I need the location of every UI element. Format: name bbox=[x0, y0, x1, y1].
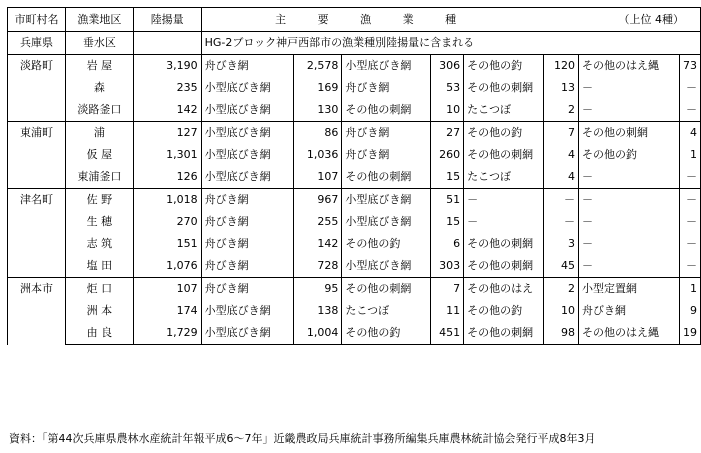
fishery-value-2: 51 bbox=[431, 189, 464, 212]
fishery-value-3: 4 bbox=[544, 166, 579, 189]
table-row bbox=[8, 211, 701, 233]
fishery-type-4: － bbox=[579, 233, 680, 255]
municipality-cell: 淡路町 bbox=[8, 55, 66, 122]
fishery-value-4: － bbox=[679, 211, 700, 233]
fishery-value-1: 86 bbox=[294, 122, 342, 145]
fishery-value-4: － bbox=[679, 255, 700, 278]
fishery-type-4: その他の刺網 bbox=[579, 122, 680, 145]
fishery-type-2: 舟びき網 bbox=[342, 122, 431, 145]
landing-cell: 1,301 bbox=[133, 144, 201, 166]
header-municipality: 市町村名 bbox=[8, 8, 66, 32]
fishery-type-3: その他の刺網 bbox=[464, 144, 544, 166]
table-row bbox=[8, 166, 701, 189]
district-cell: 佐 野 bbox=[65, 189, 133, 212]
fishery-type-4: － bbox=[579, 77, 680, 99]
fishery-value-4: － bbox=[679, 166, 700, 189]
fishery-value-4: 73 bbox=[679, 55, 700, 78]
fishery-type-4: その他のはえ縄 bbox=[579, 55, 680, 78]
fishery-type-2: 小型底びき網 bbox=[342, 189, 431, 212]
fishery-type-3: － bbox=[464, 211, 544, 233]
fishery-value-2: 303 bbox=[431, 255, 464, 278]
district-cell: 炬 口 bbox=[65, 278, 133, 301]
fishery-type-3: その他の刺網 bbox=[464, 233, 544, 255]
fishery-type-2: その他の刺網 bbox=[342, 99, 431, 122]
municipality-cell: 洲本市 bbox=[8, 278, 66, 345]
fishery-type-2: その他の釣 bbox=[342, 233, 431, 255]
fishery-type-3: その他の釣 bbox=[464, 55, 544, 78]
fishery-type-1: 小型底びき網 bbox=[201, 122, 294, 145]
fishery-type-3: その他の釣 bbox=[464, 122, 544, 145]
fishery-value-1: 255 bbox=[294, 211, 342, 233]
fishery-value-3: 98 bbox=[544, 322, 579, 345]
fishery-type-3: その他の釣 bbox=[464, 300, 544, 322]
table-row bbox=[8, 99, 701, 122]
fishery-type-2: 舟びき網 bbox=[342, 144, 431, 166]
fishery-value-1: 2,578 bbox=[294, 55, 342, 78]
fishery-value-3: 3 bbox=[544, 233, 579, 255]
fishery-value-1: 1,004 bbox=[294, 322, 342, 345]
fishery-value-4: － bbox=[679, 233, 700, 255]
fishery-type-1: 舟びき網 bbox=[201, 189, 294, 212]
fishery-type-1: 小型底びき網 bbox=[201, 144, 294, 166]
fishery-type-4: その他のはえ縄 bbox=[579, 322, 680, 345]
fishery-type-3: － bbox=[464, 189, 544, 212]
table-row bbox=[8, 77, 701, 99]
fishery-type-4: － bbox=[579, 255, 680, 278]
fishery-type-1: 舟びき網 bbox=[201, 255, 294, 278]
district-cell: 浦 bbox=[65, 122, 133, 145]
table-row bbox=[8, 300, 701, 322]
fishery-value-1: 1,036 bbox=[294, 144, 342, 166]
landing-cell: 1,076 bbox=[133, 255, 201, 278]
fishery-value-3: 2 bbox=[544, 99, 579, 122]
fishery-value-3: 10 bbox=[544, 300, 579, 322]
fishery-value-3: 120 bbox=[544, 55, 579, 78]
landing-cell: 127 bbox=[133, 122, 201, 145]
hyogo-row bbox=[8, 32, 701, 55]
fishery-value-2: 53 bbox=[431, 77, 464, 99]
district-cell: 生 穂 bbox=[65, 211, 133, 233]
fishery-type-1: 舟びき網 bbox=[201, 211, 294, 233]
landing-cell: 270 bbox=[133, 211, 201, 233]
fishery-value-4: 19 bbox=[679, 322, 700, 345]
landing-cell: 142 bbox=[133, 99, 201, 122]
fishery-type-2: 小型底びき網 bbox=[342, 255, 431, 278]
fishery-value-1: 169 bbox=[294, 77, 342, 99]
municipality-cell: 津名町 bbox=[8, 189, 66, 278]
fishery-type-4: 舟びき網 bbox=[579, 300, 680, 322]
district-cell: 東浦釜口 bbox=[65, 166, 133, 189]
fishery-value-1: 107 bbox=[294, 166, 342, 189]
district-cell: 森 bbox=[65, 77, 133, 99]
fishery-value-3: － bbox=[544, 211, 579, 233]
fishery-value-1: 95 bbox=[294, 278, 342, 301]
fishery-value-2: 15 bbox=[431, 211, 464, 233]
hyogo-note: HG-2ブロック神戸西部市の漁業種別陸揚量に含まれる bbox=[201, 32, 700, 55]
landing-cell: 174 bbox=[133, 300, 201, 322]
fishery-value-2: 10 bbox=[431, 99, 464, 122]
table-row bbox=[8, 278, 701, 301]
fishery-type-3: その他のはえ bbox=[464, 278, 544, 301]
header-top-note: （上位 4種） bbox=[544, 8, 701, 32]
fishery-value-3: 4 bbox=[544, 144, 579, 166]
fishery-type-1: 舟びき網 bbox=[201, 55, 294, 78]
landing-cell: 1,018 bbox=[133, 189, 201, 212]
fishery-value-1: 138 bbox=[294, 300, 342, 322]
district-cell: 塩 田 bbox=[65, 255, 133, 278]
landing-cell: 1,729 bbox=[133, 322, 201, 345]
fishery-type-1: 小型底びき網 bbox=[201, 77, 294, 99]
fishery-value-1: 130 bbox=[294, 99, 342, 122]
fishery-type-3: その他の刺網 bbox=[464, 322, 544, 345]
fishery-type-3: その他の刺網 bbox=[464, 255, 544, 278]
source-note: 資料：「第44次兵庫県農林水産統計年報平成6～7年」近畿農政局兵庫統計事務所編集兵庫農林統計協会発行平成8年3月 bbox=[9, 432, 596, 445]
fishery-type-4: 小型定置網 bbox=[579, 278, 680, 301]
fishery-type-1: 小型底びき網 bbox=[201, 300, 294, 322]
header-landing: 陸揚量 bbox=[133, 8, 201, 32]
fishery-value-2: 451 bbox=[431, 322, 464, 345]
fishery-type-1: 小型底びき網 bbox=[201, 166, 294, 189]
fishery-value-2: 7 bbox=[431, 278, 464, 301]
fishery-value-2: 15 bbox=[431, 166, 464, 189]
fishery-value-2: 27 bbox=[431, 122, 464, 145]
fishery-type-4: － bbox=[579, 189, 680, 212]
fishery-value-2: 11 bbox=[431, 300, 464, 322]
fishery-type-4: － bbox=[579, 99, 680, 122]
landing-cell: 126 bbox=[133, 166, 201, 189]
fishery-value-4: － bbox=[679, 77, 700, 99]
hyogo-district: 垂水区 bbox=[65, 32, 133, 55]
fishery-value-3: 13 bbox=[544, 77, 579, 99]
municipality-cell: 東浦町 bbox=[8, 122, 66, 189]
fishery-type-2: その他の刺網 bbox=[342, 278, 431, 301]
district-cell: 志 筑 bbox=[65, 233, 133, 255]
fishery-type-1: 小型底びき網 bbox=[201, 322, 294, 345]
district-cell: 由 良 bbox=[65, 322, 133, 345]
landing-cell: 3,190 bbox=[133, 55, 201, 78]
fishery-value-4: 1 bbox=[679, 144, 700, 166]
fishery-value-4: － bbox=[679, 189, 700, 212]
landing-cell: 107 bbox=[133, 278, 201, 301]
hyogo-landing bbox=[133, 32, 201, 55]
table-body bbox=[8, 8, 701, 345]
table-row bbox=[8, 122, 701, 145]
fishery-value-2: 260 bbox=[431, 144, 464, 166]
district-cell: 仮 屋 bbox=[65, 144, 133, 166]
header-row bbox=[8, 8, 701, 32]
fishery-value-3: 45 bbox=[544, 255, 579, 278]
fishery-type-2: たこつぼ bbox=[342, 300, 431, 322]
fishery-landing-table bbox=[7, 7, 701, 345]
fishery-value-3: 7 bbox=[544, 122, 579, 145]
fishery-value-1: 728 bbox=[294, 255, 342, 278]
fishery-type-2: 舟びき網 bbox=[342, 77, 431, 99]
fishery-value-4: － bbox=[679, 99, 700, 122]
table-row bbox=[8, 322, 701, 345]
table-row bbox=[8, 255, 701, 278]
fishery-value-4: 9 bbox=[679, 300, 700, 322]
landing-cell: 151 bbox=[133, 233, 201, 255]
fishery-type-4: － bbox=[579, 211, 680, 233]
fishery-value-3: － bbox=[544, 189, 579, 212]
fishery-type-3: たこつぼ bbox=[464, 99, 544, 122]
fishery-value-2: 306 bbox=[431, 55, 464, 78]
fishery-type-2: その他の刺網 bbox=[342, 166, 431, 189]
fishery-type-3: その他の刺網 bbox=[464, 77, 544, 99]
fishery-value-1: 967 bbox=[294, 189, 342, 212]
fishery-type-1: 舟びき網 bbox=[201, 233, 294, 255]
fishery-type-2: その他の釣 bbox=[342, 322, 431, 345]
fishery-value-3: 2 bbox=[544, 278, 579, 301]
header-district: 漁業地区 bbox=[65, 8, 133, 32]
table-row bbox=[8, 144, 701, 166]
fishery-type-1: 舟びき網 bbox=[201, 278, 294, 301]
hyogo-municipality: 兵庫県 bbox=[8, 32, 66, 55]
district-cell: 洲 本 bbox=[65, 300, 133, 322]
district-cell: 淡路釜口 bbox=[65, 99, 133, 122]
fishery-value-4: 1 bbox=[679, 278, 700, 301]
table-row bbox=[8, 189, 701, 212]
fishery-type-2: 小型底びき網 bbox=[342, 55, 431, 78]
fishery-value-1: 142 bbox=[294, 233, 342, 255]
fishery-value-4: 4 bbox=[679, 122, 700, 145]
district-cell: 岩 屋 bbox=[65, 55, 133, 78]
fishery-type-3: たこつぼ bbox=[464, 166, 544, 189]
fishery-type-2: 小型底びき網 bbox=[342, 211, 431, 233]
fishery-type-4: その他の釣 bbox=[579, 144, 680, 166]
fishery-type-1: 小型底びき網 bbox=[201, 99, 294, 122]
header-main-fishery-types: 主 要 漁 業 種 bbox=[201, 8, 544, 32]
table-row bbox=[8, 55, 701, 78]
landing-cell: 235 bbox=[133, 77, 201, 99]
table-row bbox=[8, 233, 701, 255]
fishery-value-2: 6 bbox=[431, 233, 464, 255]
fishery-type-4: － bbox=[579, 166, 680, 189]
